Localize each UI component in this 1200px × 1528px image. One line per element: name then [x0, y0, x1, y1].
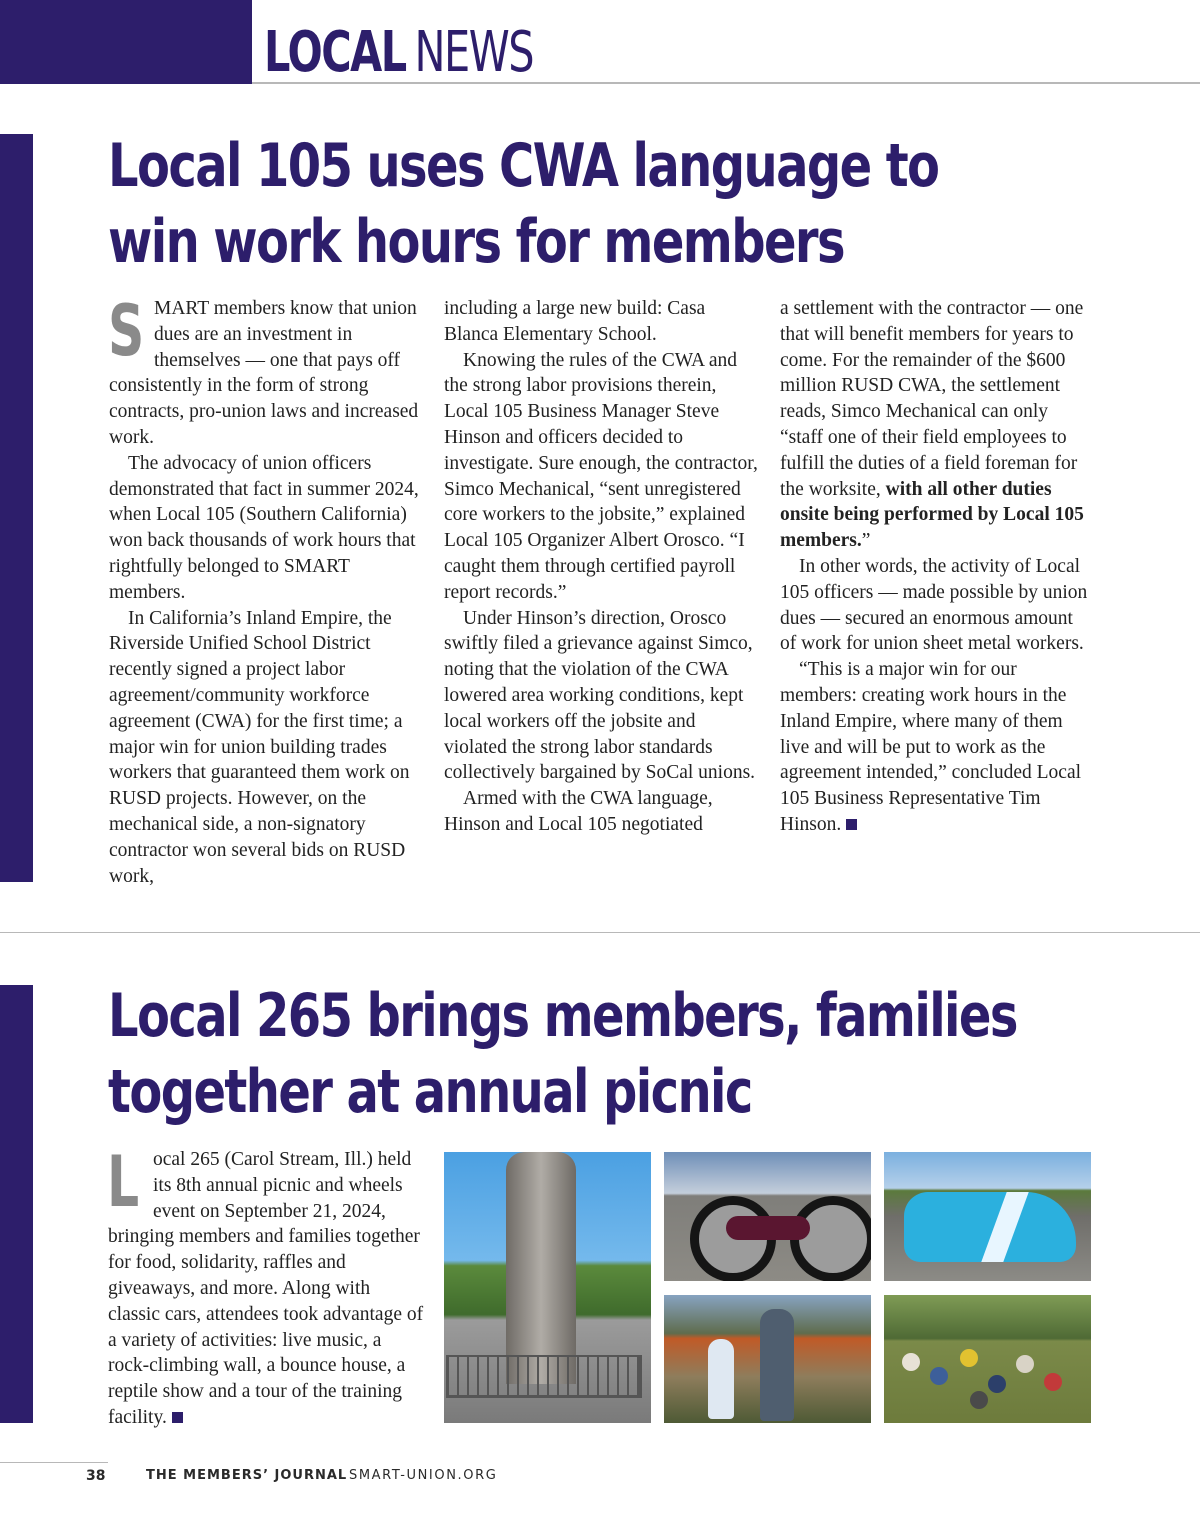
man-figure [760, 1309, 794, 1421]
footer-rule [0, 1462, 108, 1463]
journal-name: THE MEMBERS’ JOURNAL [146, 1468, 348, 1483]
article1-paragraph [780, 657, 1092, 838]
person-shape [902, 1353, 920, 1371]
child-figure [708, 1339, 734, 1419]
paragraph-text: ocal 265 (Carol Stream, Ill.) held its 8th annual picnic and wheels event on September 21, 2024, bringing members and families together for food, solidarity, raffles and giveaways, and more. Along with classic cars, attendees took advantage of a variety of activities: live music, a rock-climbing wall, a bounce house, a reptile show and a tour of the training facility. [108, 1149, 424, 1428]
website-url: SMART-UNION.ORG [349, 1468, 498, 1483]
drop-cap: L [107, 1141, 140, 1223]
paragraph-text: MART members know that union dues are an investment in themselves — one that pays off consistently in the form of strong contracts, pro-union laws and increased work. [109, 298, 419, 448]
children-and-man-photo [664, 1295, 871, 1423]
article2-side-bar [0, 985, 33, 1423]
crowd-on-grass-photo [884, 1295, 1091, 1423]
end-mark-icon [172, 1412, 183, 1423]
end-mark-icon [846, 819, 857, 830]
article1-column-1 [108, 290, 425, 889]
bold-quote: with all other duties onsite being performed by Local 105 members. [780, 478, 1084, 552]
article2-headline [108, 978, 1017, 1130]
section-title-local: LOCAL [264, 20, 406, 85]
tank-shape [726, 1216, 810, 1240]
article1-column-3 [780, 296, 1092, 838]
header-color-block [0, 0, 252, 84]
closing-quote: ” [861, 530, 871, 552]
section-title [264, 22, 533, 84]
person-shape [930, 1367, 948, 1385]
page-number: 38 [86, 1468, 106, 1484]
article1-paragraph: In other words, the activity of Local 105 officers — made possible by union dues — secured an enormous amount of work for union sheet metal workers. [780, 555, 1088, 655]
article1-headline-line1: Local 105 uses CWA language to [108, 131, 939, 201]
article1-paragraph [780, 296, 1092, 554]
article1-paragraph: Armed with the CWA language, Hinson and Local 105 negotiated [444, 788, 713, 835]
article2-paragraph [107, 1141, 424, 1431]
article1-paragraph: Knowing the rules of the CWA and the strong labor provisions therein, Local 105 Business Manager Steve Hinson and officers decided to investigate. Sure enough, the contractor, Simco Mechanical, “sent unregistered core workers to the jobsite,” explained Local 105 Organizer Albert Orosco. “I caught them through certified payroll report records.” [444, 349, 758, 603]
rock-climbing-wall-photo [444, 1152, 651, 1423]
paragraph-text: a settlement with the contractor — one that will benefit members for years to come. For the remainder of the $600 million RUSD CWA, the settlement reads, Simco Mechanical can only “staff one of their field employees to fulfill the duties of a field foreman for the worksite, [780, 298, 1084, 500]
person-shape [988, 1375, 1006, 1393]
fence-shape [446, 1355, 642, 1398]
article1-paragraph: including a large new build: Casa Blanca Elementary School. [444, 298, 706, 345]
article1-headline [108, 128, 938, 280]
paragraph-text: “This is a major win for our members: creating work hours in the Inland Empire, where many of them live and will be put to work as the agreement intended,” concluded Local 105 Business Representative Tim Hinson. [780, 659, 1082, 835]
person-shape [1016, 1355, 1034, 1373]
drop-cap: S [108, 290, 145, 372]
person-shape [960, 1349, 978, 1367]
article1-paragraph [108, 290, 425, 451]
person-shape [970, 1391, 988, 1409]
section-title-news: NEWS [414, 20, 534, 85]
article1-column-2 [444, 296, 762, 838]
article1-paragraph: In California’s Inland Empire, the Riverside Unified School District recently signed a project labor agreement/community workforce agreement (CWA) for the first time; a major win for union building trades workers that guaranteed them work on RUSD projects. However, on the mechanical side, a non-signatory contractor won several bids on RUSD work, [109, 607, 410, 887]
article1-headline-line2: win work hours for members [108, 207, 844, 277]
article1-paragraph: Under Hinson’s direction, Orosco swiftly filed a grievance against Simco, noting that the violation of the CWA lowered area working conditions, kept local workers off the jobsite and violated the strong labor standards collectively bargained by SoCal unions. [444, 607, 756, 784]
blue-car-photo [884, 1152, 1091, 1281]
motorcycle-photo [664, 1152, 871, 1281]
article2-body [107, 1141, 424, 1431]
article1-paragraph: The advocacy of union officers demonstrated that fact in summer 2024, when Local 105 (Southern California) won back thousands of work hours that rightfully belonged to SMART members. [109, 452, 419, 603]
article-divider [0, 932, 1200, 933]
person-shape [1044, 1373, 1062, 1391]
climbing-wall-shape [506, 1152, 576, 1384]
article1-side-bar [0, 134, 33, 882]
article2-headline-line1: Local 265 brings members, families [108, 981, 1017, 1051]
article2-headline-line2: together at annual picnic [108, 1057, 752, 1127]
